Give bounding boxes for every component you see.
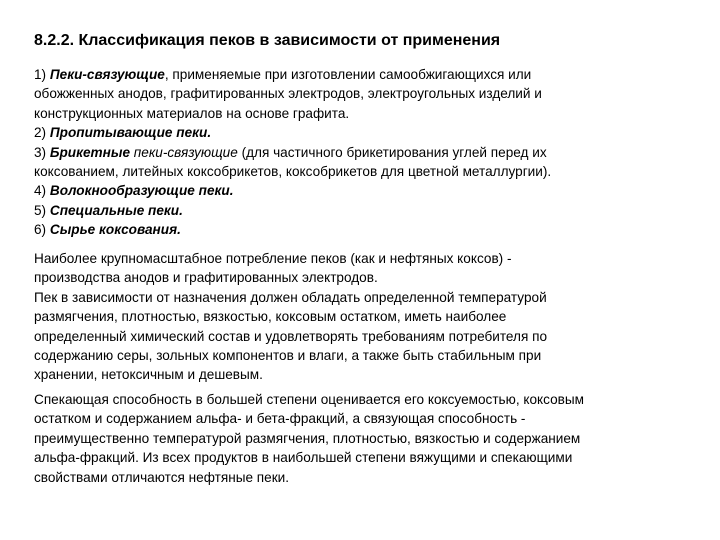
list-item-1-line-3: конструкционных материалов на основе графита. [34, 105, 350, 121]
paragraph-line: размягчения, плотностью, вязкостью, коксовым остатком, иметь наиболее [34, 309, 507, 325]
sintering-ability-paragraph [34, 390, 714, 487]
page-title: 8.2.2. Классификация пеков в зависимости от применения [34, 32, 501, 49]
item-description: (для частичного брикетирования углей перед их [237, 144, 547, 160]
paragraph-line: определенный химический состав и удовлетворять требованиям потребителя по [34, 328, 548, 344]
list-item-1-line-1 [34, 65, 714, 84]
list-item-4 [34, 181, 714, 200]
paragraph-line: Пек в зависимости от назначения должен обладать определенной температурой [34, 289, 547, 305]
pitch-type-fiber-forming: Волокнообразующие пеки. [49, 183, 234, 199]
item-number: 4) [34, 183, 50, 199]
pitch-type-briquette-suffix: пеки-связующие [130, 144, 238, 160]
paragraph-line: Наиболее крупномасштабное потребление пеков (как и нефтяных коксов) - [34, 251, 512, 266]
list-item-3-line-1 [34, 143, 714, 162]
consumption-paragraph [34, 249, 714, 385]
paragraph-line: производства анодов и графитированных электродов. [34, 270, 378, 286]
pitch-type-coking-feedstock: Сырье коксования. [49, 222, 181, 238]
pitch-type-special: Специальные пеки. [49, 202, 183, 218]
item-description: , применяемые при изготовлении самообжигающихся или [164, 67, 532, 82]
item-number: 6) [34, 222, 50, 238]
list-item-2 [34, 123, 714, 142]
list-item-5 [34, 201, 714, 220]
pitch-type-binder: Пеки-связующие [49, 67, 165, 82]
classification-list [34, 65, 714, 240]
item-number: 1) [34, 67, 50, 82]
list-item-3-line-2: коксованием, литейных коксобрикетов, коксобрикетов для цветной металлургии). [34, 164, 552, 180]
item-number: 3) [34, 144, 50, 160]
paragraph-line: преимущественно температурой размягчения, плотностью, вязкостью и содержанием [34, 430, 581, 446]
list-item-1-line-2: обожженных анодов, графитированных электродов, электроугольных изделий и [34, 86, 542, 102]
item-number: 2) [34, 125, 50, 141]
list-item-6 [34, 220, 714, 239]
pitch-type-impregnating: Пропитывающие пеки. [49, 125, 212, 141]
paragraph-line: содержанию серы, зольных компонентов и влаги, а также быть стабильным при [34, 348, 542, 364]
paragraph-line: альфа-фракций. Из всех продуктов в наибольшей степени вяжущими и спекающими [34, 450, 573, 466]
pitch-type-briquette: Брикетные [49, 144, 131, 160]
paragraph-line: свойствами отличаются нефтяные пеки. [34, 469, 290, 485]
paragraph-line: остатком и содержанием альфа- и бета-фракций, а связующая способность - [34, 411, 526, 427]
item-number: 5) [34, 202, 50, 218]
paragraph-line: хранении, нетоксичным и дешевым. [34, 367, 263, 383]
paragraph-line: Спекающая способность в большей степени оценивается его коксуемостью, коксовым [34, 392, 584, 407]
